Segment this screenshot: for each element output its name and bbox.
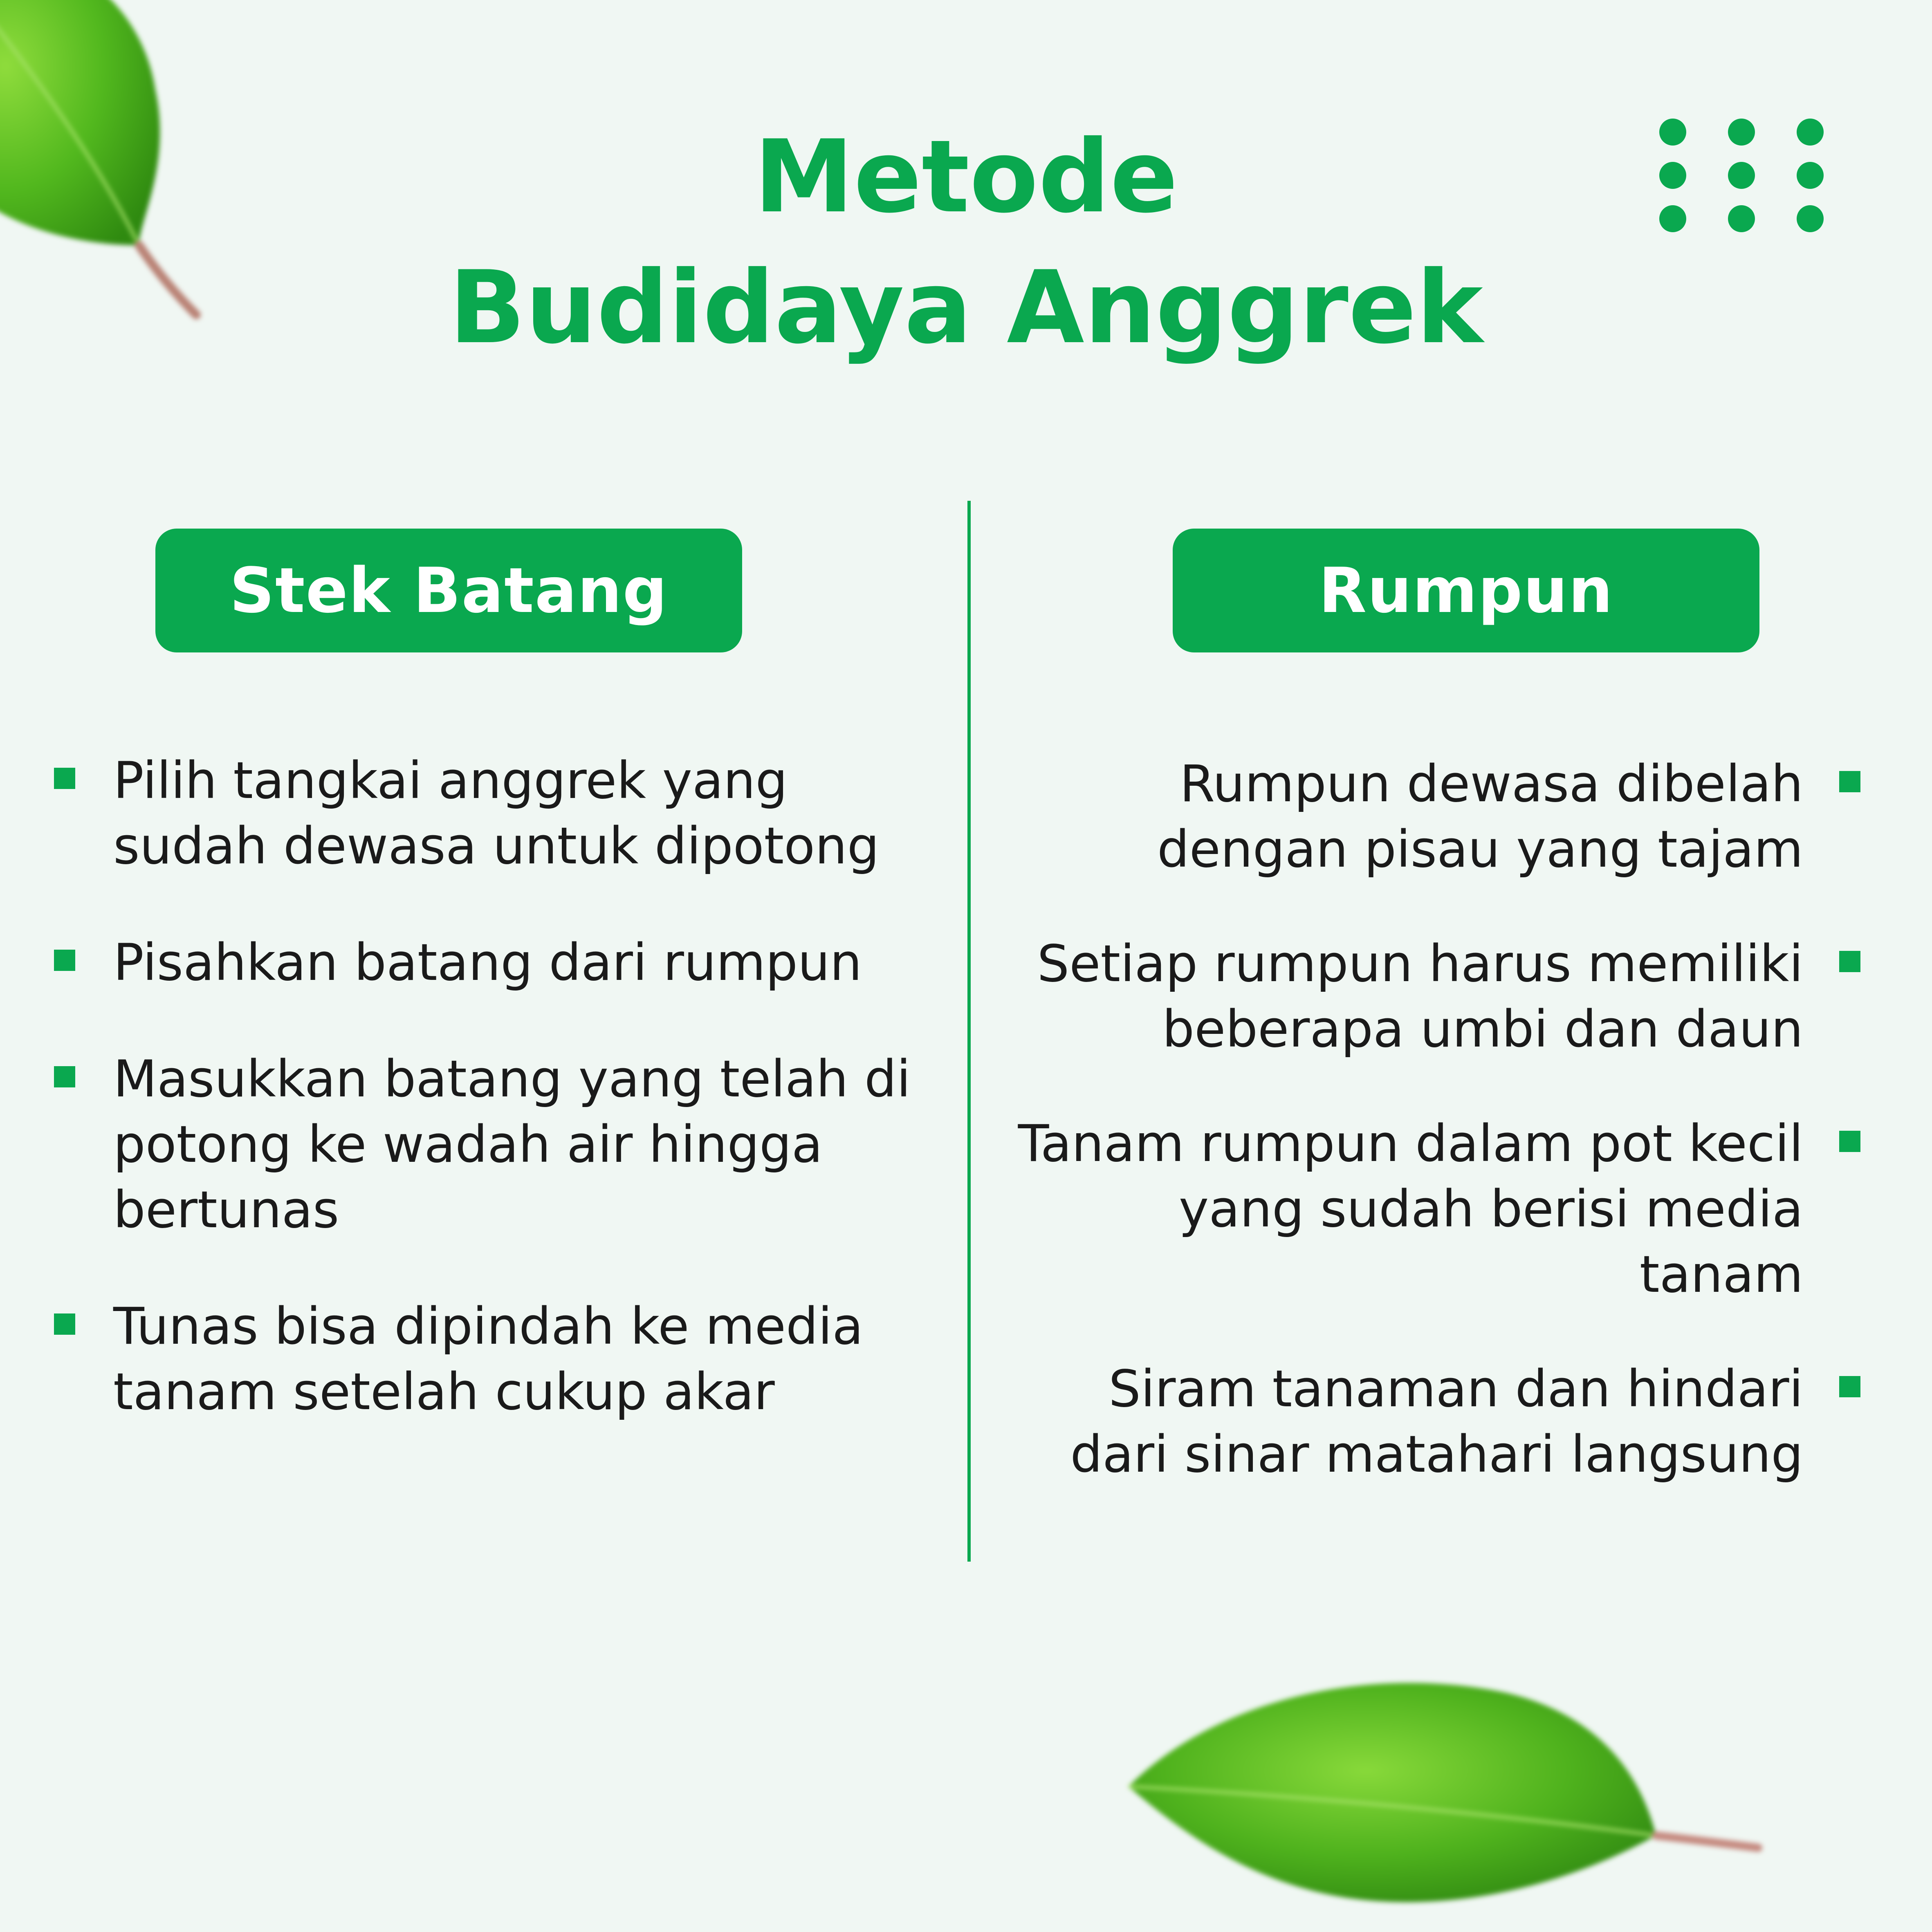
method-label-stek-batang: Stek Batang [155, 529, 742, 652]
step-text: Tanam rumpun dalam pot kecil yang sudah berisi media tanam [1018, 1114, 1803, 1304]
list-item [1010, 1111, 1860, 1307]
step-text: Siram tanaman dan hindari dari sinar matahari langsung [1070, 1360, 1803, 1484]
square-bullet-icon [1839, 771, 1860, 792]
method-label-rumpun: Rumpun [1173, 529, 1759, 652]
step-text: Rumpun dewasa dibelah dengan pisau yang tajam [1157, 755, 1803, 879]
stek-batang-steps [54, 748, 913, 1425]
square-bullet-icon [54, 1313, 75, 1335]
square-bullet-icon [1839, 1131, 1860, 1152]
dot-grid-icon [1659, 119, 1828, 233]
square-bullet-icon [54, 950, 75, 971]
column-divider [967, 501, 971, 1562]
page-title-line-2: Budidaya Anggrek [449, 249, 1483, 366]
square-bullet-icon [54, 768, 75, 789]
step-text: Pisahkan batang dari rumpun [113, 933, 862, 992]
rumpun-steps [1010, 751, 1860, 1487]
square-bullet-icon [1839, 1376, 1860, 1397]
leaf-icon [1112, 1647, 1791, 1932]
step-text: Masukkan batang yang telah di potong ke wadah air hingga bertunas [113, 1050, 911, 1239]
square-bullet-icon [1839, 951, 1860, 972]
list-item [1010, 751, 1860, 882]
step-text: Tunas bisa dipindah ke media tanam setelah cukup akar [113, 1297, 864, 1421]
step-text: Setiap rumpun harus memiliki beberapa umbi dan daun [1037, 935, 1803, 1059]
list-item [54, 1294, 913, 1425]
list-item [54, 748, 913, 879]
page-title-line-1: Metode [754, 119, 1178, 235]
step-text: Pilih tangkai anggrek yang sudah dewasa untuk dipotong [113, 751, 880, 876]
list-item [1010, 1356, 1860, 1487]
list-item [54, 930, 913, 995]
list-item [54, 1047, 913, 1243]
square-bullet-icon [54, 1066, 75, 1087]
list-item [1010, 931, 1860, 1062]
